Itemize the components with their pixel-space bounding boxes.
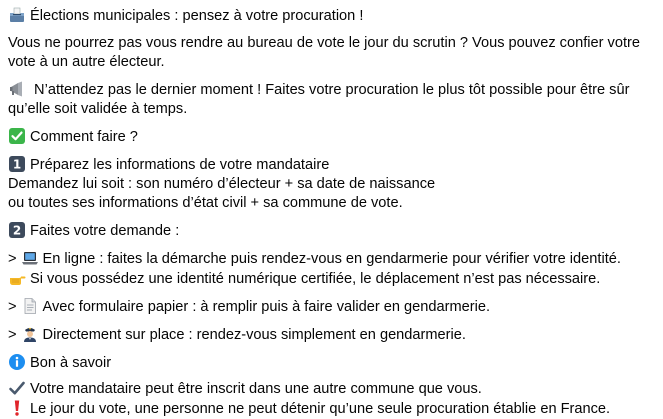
step-1-line-2: ou toutes ses informations d’état civil + sa commune de vote. xyxy=(8,195,403,211)
step-2-line xyxy=(8,221,663,241)
paper-text: Avec formulaire papier : à remplir puis à faire valider en gendarmerie. xyxy=(42,299,491,315)
intro-line-2: vote à un autre électeur. xyxy=(8,54,165,70)
intro-paragraph xyxy=(8,34,663,72)
step-1-title: Préparez les informations de votre mandataire xyxy=(30,157,330,173)
good-to-know-heading: Bon à savoir xyxy=(30,355,112,371)
keycap-2-icon xyxy=(8,221,26,239)
information-icon xyxy=(8,353,26,371)
how-to-line xyxy=(8,127,663,147)
svg-text:2: 2 xyxy=(12,223,22,238)
bullet-prefix: > xyxy=(8,327,17,343)
intro-line-1: Vous ne pourrez pas vous rendre au bureau de vote le jour du scrutin ? Vous pouvez confier votre xyxy=(8,35,640,51)
fact-1: Votre mandataire peut être inscrit dans une autre commune que vous. xyxy=(30,381,482,397)
keycap-1-icon xyxy=(8,155,26,173)
step-2-title: Faites votre demande : xyxy=(30,223,180,239)
step-1-line-1: Demandez lui soit : son numéro d’électeur + sa date de naissance xyxy=(8,176,436,192)
how-to-heading: Comment faire ? xyxy=(30,129,138,145)
onsite-option xyxy=(8,325,663,345)
post-title-line xyxy=(8,6,663,26)
page-icon xyxy=(21,297,39,315)
facts-block xyxy=(8,379,663,419)
good-to-know-line xyxy=(8,353,663,373)
online-note: Si vous possédez une identité numérique certifiée, le déplacement n’est pas nécessaire. xyxy=(30,271,601,287)
paper-option xyxy=(8,297,663,317)
bullet-prefix: > xyxy=(8,251,17,267)
police-officer-icon xyxy=(21,325,39,343)
fact-2: Le jour du vote, une personne ne peut détenir qu’une seule procuration établie en France. xyxy=(30,401,611,417)
svg-text:1: 1 xyxy=(12,157,22,172)
ballot-box-icon xyxy=(8,6,26,24)
reminder-line-2: qu’elle soit validée à temps. xyxy=(8,101,188,117)
post-title: Élections municipales : pensez à votre procuration ! xyxy=(30,8,364,24)
onsite-text: Directement sur place : rendez-vous simplement en gendarmerie. xyxy=(42,327,466,343)
pointing-hand-icon xyxy=(8,269,26,287)
online-text: En ligne : faites la démarche puis rendez-vous en gendarmerie pour vérifier votre identité. xyxy=(42,251,621,267)
reminder-line-1: N’attendez pas le dernier moment ! Faites votre procuration le plus tôt possible pour être sûr xyxy=(30,82,630,98)
megaphone-icon xyxy=(8,80,26,98)
check-mark-button-icon xyxy=(8,127,26,145)
online-option xyxy=(8,249,663,289)
reminder-paragraph xyxy=(8,80,663,119)
step-1-block xyxy=(8,155,663,213)
exclamation-icon xyxy=(8,399,26,417)
check-mark-icon xyxy=(8,379,26,397)
laptop-icon xyxy=(21,249,39,267)
bullet-prefix: > xyxy=(8,299,17,315)
